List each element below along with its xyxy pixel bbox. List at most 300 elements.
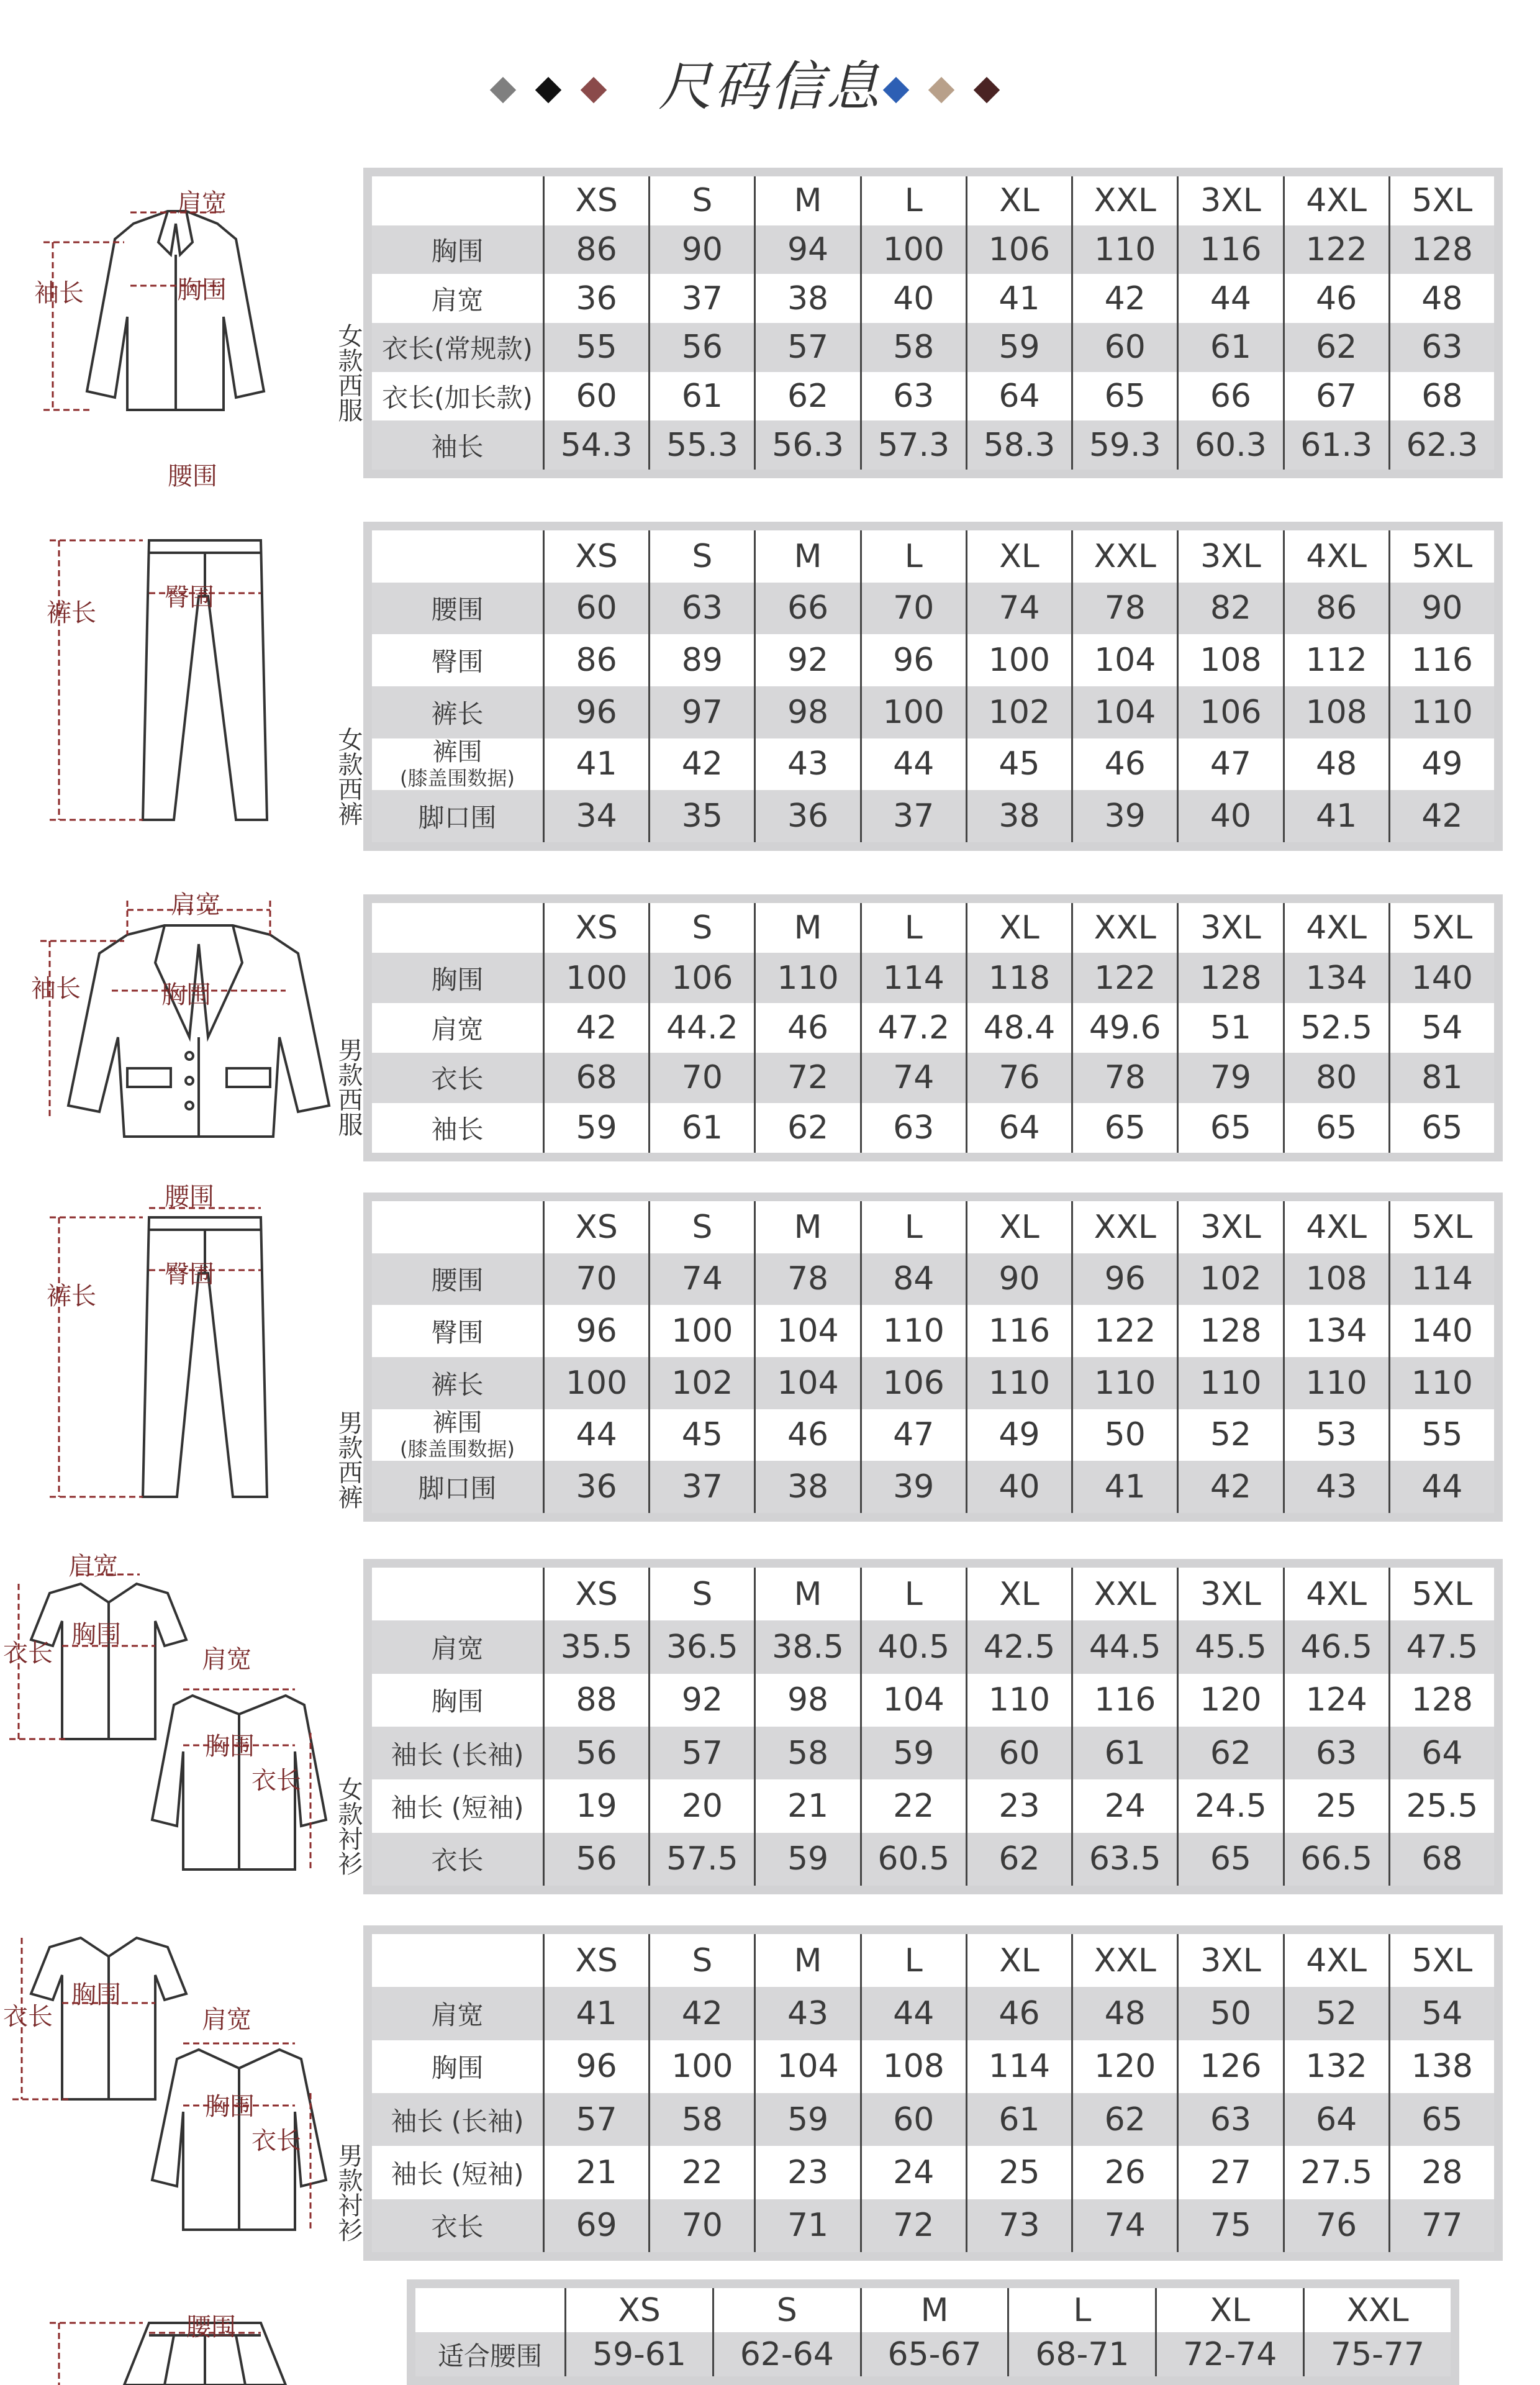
table-cell: 25 <box>966 2146 1071 2199</box>
annotation-label: 肩宽 <box>202 2006 251 2034</box>
annotation-label: 肩宽 <box>177 189 227 217</box>
table-cell: 98 <box>754 686 859 738</box>
size-header-cell: XS <box>543 1201 648 1253</box>
table-cell: 59 <box>543 1103 648 1153</box>
table-cell: 41 <box>543 738 648 791</box>
table-header-row <box>372 1568 1494 1620</box>
row-label-cell <box>372 583 543 635</box>
table-cell: 48 <box>1388 274 1494 323</box>
diamond-icon <box>490 77 516 103</box>
size-header-cell: 4XL <box>1283 176 1388 225</box>
table-cell: 65 <box>1177 1833 1282 1886</box>
size-header-cell: XXL <box>1071 903 1177 953</box>
table-cell: 94 <box>754 225 859 275</box>
size-header-cell: XL <box>966 1201 1071 1253</box>
table-cell: 110 <box>966 1674 1071 1727</box>
size-header-cell: XL <box>1155 2288 1303 2332</box>
table-cell: 86 <box>543 634 648 686</box>
table-cell: 52.5 <box>1283 1003 1388 1053</box>
size-header-cell: M <box>754 1568 859 1620</box>
annotation-label: 胸围 <box>71 1981 121 2009</box>
row-label: 袖长 <box>431 431 484 462</box>
size-header-cell: 5XL <box>1388 1201 1494 1253</box>
table-cell: 108 <box>1283 1253 1388 1306</box>
table-cell: 89 <box>648 634 754 686</box>
table-cell: 68 <box>1388 1833 1494 1886</box>
row-label: 胸围 <box>431 235 484 266</box>
size-header-cell: S <box>648 1568 754 1620</box>
table-cell: 66 <box>1177 372 1282 421</box>
table-cell: 42 <box>1388 790 1494 842</box>
table-cell: 48 <box>1283 738 1388 791</box>
table-header-row <box>372 530 1494 583</box>
table-cell: 82 <box>1177 583 1282 635</box>
table-cell: 78 <box>754 1253 859 1306</box>
annotation-label: 腰围 <box>165 1183 214 1211</box>
annotation-label: 胸围 <box>205 2092 255 2121</box>
table-cell: 62.3 <box>1388 420 1494 470</box>
row-label-cell <box>372 2146 543 2199</box>
table-cell: 54 <box>1388 1003 1494 1053</box>
table-cell: 140 <box>1388 1305 1494 1357</box>
table-row <box>372 1053 1494 1102</box>
size-header-cell: XXL <box>1071 176 1177 225</box>
table-cell: 23 <box>966 1779 1071 1832</box>
table-cell: 104 <box>1071 634 1177 686</box>
row-label: 肩宽 <box>431 1999 484 2030</box>
table-cell: 72 <box>860 2199 966 2252</box>
table-cell: 138 <box>1388 2040 1494 2093</box>
size-header-cell: XXL <box>1071 1568 1177 1620</box>
table-cell: 37 <box>860 790 966 842</box>
table-cell: 60 <box>966 1727 1071 1779</box>
table-cell: 27 <box>1177 2146 1282 2199</box>
table-cell: 24 <box>860 2146 966 2199</box>
table-cell: 110 <box>1071 225 1177 275</box>
row-sublabel: (膝盖围数据) <box>400 766 515 791</box>
row-label: 胸围 <box>431 964 484 995</box>
table-cell: 52 <box>1177 1409 1282 1461</box>
annotation-label: 胸围 <box>71 1620 121 1649</box>
table-cell: 40 <box>860 274 966 323</box>
row-label: 胸围 <box>431 2053 484 2084</box>
table-cell: 40.5 <box>860 1620 966 1673</box>
annotation-label: 腰围 <box>168 462 217 491</box>
table-cell: 110 <box>1283 1357 1388 1409</box>
row-sublabel: (膝盖围数据) <box>400 1437 515 1461</box>
section-men-pants <box>0 1180 1540 1534</box>
table-cell: 68-71 <box>1007 2332 1155 2376</box>
row-label: 脚口围 <box>418 1473 497 1504</box>
table-cell: 45.5 <box>1177 1620 1282 1673</box>
table-cell: 79 <box>1177 1053 1282 1102</box>
table-cell: 126 <box>1177 2040 1282 2093</box>
row-label: 臀围 <box>431 647 484 678</box>
table-cell: 68 <box>1388 372 1494 421</box>
row-label-cell <box>372 953 543 1002</box>
section-women-suit <box>0 161 1540 497</box>
title-bar <box>0 43 1540 130</box>
table-cell: 110 <box>966 1357 1071 1409</box>
table-cell: 70 <box>648 1053 754 1102</box>
table-cell: 59-61 <box>564 2332 712 2376</box>
table-cell: 134 <box>1283 1305 1388 1357</box>
table-cell: 57.3 <box>860 420 966 470</box>
size-header-cell: 3XL <box>1177 903 1282 953</box>
row-label: 裤围 <box>432 1409 482 1438</box>
size-header-cell: XXL <box>1303 2288 1451 2332</box>
row-label: 衣长(加长款) <box>382 382 533 413</box>
table-cell: 75-77 <box>1303 2332 1451 2376</box>
table-cell: 102 <box>1177 1253 1282 1306</box>
table-cell: 63.5 <box>1071 1833 1177 1886</box>
table-cell: 34 <box>543 790 648 842</box>
size-header-cell: L <box>860 1934 966 1987</box>
table-cell: 132 <box>1283 2040 1388 2093</box>
row-label: 衣长 <box>431 1845 484 1876</box>
section-women-pants <box>0 516 1540 857</box>
category-label: 男款西裤 <box>334 1410 363 1509</box>
table-cell: 110 <box>1177 1357 1282 1409</box>
table-cell: 38 <box>754 1461 859 1513</box>
table-cell: 61 <box>1071 1727 1177 1779</box>
table-cell: 71 <box>754 2199 859 2252</box>
table-cell: 57 <box>754 323 859 372</box>
table-cell: 60 <box>860 2093 966 2146</box>
table-cell: 100 <box>860 686 966 738</box>
table-cell: 122 <box>1071 953 1177 1002</box>
table-cell: 46 <box>1283 274 1388 323</box>
table-cell: 21 <box>754 1779 859 1832</box>
table-cell: 106 <box>860 1357 966 1409</box>
table-cell: 74 <box>860 1053 966 1102</box>
table-cell: 70 <box>648 2199 754 2252</box>
row-label-cell <box>372 1620 543 1673</box>
table-cell: 128 <box>1177 1305 1282 1357</box>
table-row <box>372 790 1494 842</box>
table-cell: 104 <box>754 1305 859 1357</box>
table-cell: 64 <box>1283 2093 1388 2146</box>
table-cell: 70 <box>543 1253 648 1306</box>
table-cell: 96 <box>543 2040 648 2093</box>
table-cell: 100 <box>648 1305 754 1357</box>
table-row <box>372 274 1494 323</box>
table-cell: 65-67 <box>860 2332 1008 2376</box>
table-cell: 59 <box>754 1833 859 1886</box>
table-cell: 56 <box>543 1727 648 1779</box>
size-header-cell: 5XL <box>1388 1568 1494 1620</box>
table-cell: 46 <box>754 1003 859 1053</box>
size-header-cell: 5XL <box>1388 903 1494 953</box>
size-header-cell: M <box>754 530 859 583</box>
row-label-cell <box>372 1987 543 2040</box>
table-cell: 38 <box>966 790 1071 842</box>
table-cell: 72-74 <box>1155 2332 1303 2376</box>
table-header-row <box>372 176 1494 225</box>
table-cell: 74 <box>648 1253 754 1306</box>
diamond-icon <box>535 77 561 103</box>
table-row <box>372 2093 1494 2146</box>
table-row <box>372 1620 1494 1673</box>
row-label-cell <box>372 372 543 421</box>
size-table <box>407 2279 1459 2385</box>
table-cell: 37 <box>648 1461 754 1513</box>
size-header-cell: XL <box>966 1568 1071 1620</box>
size-header-cell: L <box>860 530 966 583</box>
table-row <box>372 634 1494 686</box>
row-label: 肩宽 <box>431 284 484 316</box>
table-cell: 92 <box>754 634 859 686</box>
table-row <box>372 1253 1494 1306</box>
size-header-cell: XL <box>966 176 1071 225</box>
table-cell: 43 <box>754 1987 859 2040</box>
table-cell: 110 <box>1388 686 1494 738</box>
size-header-cell: M <box>754 903 859 953</box>
table-cell: 104 <box>754 1357 859 1409</box>
size-header-cell: S <box>648 903 754 953</box>
row-label-cell <box>372 1305 543 1357</box>
table-cell: 78 <box>1071 1053 1177 1102</box>
table-cell: 42.5 <box>966 1620 1071 1673</box>
table-cell: 110 <box>1388 1357 1494 1409</box>
table-cell: 52 <box>1283 1987 1388 2040</box>
table-cell: 64 <box>966 1103 1071 1153</box>
row-label-cell <box>372 686 543 738</box>
size-header-cell: M <box>754 176 859 225</box>
size-header-cell: XS <box>564 2288 712 2332</box>
table-cell: 28 <box>1388 2146 1494 2199</box>
table-cell: 55 <box>543 323 648 372</box>
shirt-illustration-icon <box>0 1547 348 1907</box>
size-header-cell: S <box>648 176 754 225</box>
row-label: 脚口围 <box>418 802 497 834</box>
table-cell: 38 <box>754 274 859 323</box>
table-cell: 35 <box>648 790 754 842</box>
annotation-label: 臀围 <box>165 583 214 612</box>
size-header-cell: XS <box>543 176 648 225</box>
table-cell: 60.3 <box>1177 420 1282 470</box>
table-cell: 59 <box>966 323 1071 372</box>
table-cell: 61.3 <box>1283 420 1388 470</box>
category-label: 女款西裤 <box>334 727 363 826</box>
table-cell: 46 <box>1071 738 1177 791</box>
table-cell: 108 <box>1283 686 1388 738</box>
table-cell: 100 <box>648 2040 754 2093</box>
table-cell: 76 <box>966 1053 1071 1102</box>
size-header-cell: 3XL <box>1177 1568 1282 1620</box>
table-cell: 122 <box>1283 225 1388 275</box>
table-cell: 116 <box>1177 225 1282 275</box>
table-cell: 104 <box>754 2040 859 2093</box>
table-cell: 96 <box>543 686 648 738</box>
table-cell: 54.3 <box>543 420 648 470</box>
table-corner-cell <box>372 530 543 583</box>
table-header-row <box>372 903 1494 953</box>
table-corner-cell <box>415 2288 564 2332</box>
table-cell: 90 <box>966 1253 1071 1306</box>
table-cell: 61 <box>648 1103 754 1153</box>
table-cell: 72 <box>754 1053 859 1102</box>
table-cell: 100 <box>860 225 966 275</box>
table-cell: 22 <box>860 1779 966 1832</box>
table-corner-cell <box>372 176 543 225</box>
size-header-cell: 4XL <box>1283 903 1388 953</box>
annotation-label: 肩宽 <box>202 1645 251 1674</box>
size-header-cell: 4XL <box>1283 530 1388 583</box>
row-label-cell <box>372 1833 543 1886</box>
table-cell: 58.3 <box>966 420 1071 470</box>
table-cell: 27.5 <box>1283 2146 1388 2199</box>
table-cell: 98 <box>754 1674 859 1727</box>
pants-illustration-icon <box>0 516 348 857</box>
row-label: 衣长 <box>431 2212 484 2243</box>
table-row <box>372 225 1494 275</box>
table-cell: 62 <box>754 372 859 421</box>
table-cell: 128 <box>1388 225 1494 275</box>
table-cell: 134 <box>1283 953 1388 1002</box>
row-label-cell <box>372 1253 543 1306</box>
size-header-cell: 5XL <box>1388 1934 1494 1987</box>
table-cell: 61 <box>1177 323 1282 372</box>
table-row <box>372 583 1494 635</box>
size-table <box>363 1925 1503 2261</box>
table-cell: 43 <box>754 738 859 791</box>
size-header-cell: L <box>860 1201 966 1253</box>
table-cell: 65 <box>1388 2093 1494 2146</box>
row-label: 适合腰围 <box>437 2340 542 2371</box>
row-label-cell <box>415 2332 564 2376</box>
table-cell: 110 <box>860 1305 966 1357</box>
table-cell: 78 <box>1071 583 1177 635</box>
size-header-cell: XL <box>966 903 1071 953</box>
table-cell: 55.3 <box>648 420 754 470</box>
row-label: 衣长 <box>431 1064 484 1095</box>
shirt-illustration-icon <box>0 1919 348 2267</box>
table-cell: 49 <box>966 1409 1071 1461</box>
table-row <box>372 686 1494 738</box>
section-women-shirt <box>0 1547 1540 1907</box>
table-cell: 60 <box>1071 323 1177 372</box>
table-cell: 100 <box>966 634 1071 686</box>
table-row <box>415 2332 1451 2376</box>
size-header-cell: L <box>1007 2288 1155 2332</box>
table-row <box>372 1003 1494 1053</box>
size-header-cell: XS <box>543 903 648 953</box>
table-cell: 46 <box>966 1987 1071 2040</box>
table-cell: 44 <box>860 738 966 791</box>
table-cell: 41 <box>1071 1461 1177 1513</box>
table-cell: 48 <box>1071 1987 1177 2040</box>
row-label: 腰围 <box>431 594 484 625</box>
row-label-cell <box>372 1357 543 1409</box>
table-header-row <box>415 2288 1451 2332</box>
table-cell: 110 <box>1071 1357 1177 1409</box>
row-label-cell <box>372 1674 543 1727</box>
table-cell: 86 <box>1283 583 1388 635</box>
row-label: 肩宽 <box>431 1014 484 1045</box>
table-corner-cell <box>372 1934 543 1987</box>
section-men-suit <box>0 882 1540 1168</box>
table-cell: 24 <box>1071 1779 1177 1832</box>
table-cell: 42 <box>648 738 754 791</box>
category-label: 男款西服 <box>334 1037 363 1137</box>
table-cell: 70 <box>860 583 966 635</box>
size-table <box>363 1559 1503 1894</box>
table-cell: 39 <box>860 1461 966 1513</box>
table-cell: 62 <box>966 1833 1071 1886</box>
table-row <box>372 2040 1494 2093</box>
category-label: 女款衬衫 <box>334 1776 363 1876</box>
table-cell: 40 <box>966 1461 1071 1513</box>
table-cell: 25.5 <box>1388 1779 1494 1832</box>
annotation-label: 裤长 <box>47 599 96 627</box>
table-row <box>372 1987 1494 2040</box>
row-label: 肩宽 <box>431 1633 484 1664</box>
size-table <box>363 168 1503 478</box>
annotation-label: 袖长 <box>34 279 84 307</box>
row-label-cell <box>372 1003 543 1053</box>
row-label: 臀围 <box>431 1317 484 1348</box>
table-cell: 47 <box>1177 738 1282 791</box>
row-label-cell <box>372 274 543 323</box>
table-row <box>372 738 1494 791</box>
table-header-row <box>372 1201 1494 1253</box>
table-cell: 65 <box>1071 372 1177 421</box>
table-cell: 57.5 <box>648 1833 754 1886</box>
row-label-cell <box>372 1779 543 1832</box>
row-label: 袖长 (长袖) <box>391 2106 524 2137</box>
table-cell: 36 <box>543 274 648 323</box>
annotation-label: 衣长 <box>3 1639 53 1668</box>
size-header-cell: L <box>860 903 966 953</box>
table-cell: 118 <box>966 953 1071 1002</box>
table-cell: 106 <box>1177 686 1282 738</box>
table-cell: 47.5 <box>1388 1620 1494 1673</box>
table-cell: 65 <box>1177 1103 1282 1153</box>
table-cell: 114 <box>860 953 966 1002</box>
size-header-cell: M <box>754 1934 859 1987</box>
table-row <box>372 420 1494 470</box>
table-row <box>372 1357 1494 1409</box>
size-header-cell: 3XL <box>1177 530 1282 583</box>
table-cell: 102 <box>648 1357 754 1409</box>
row-label: 裤长 <box>431 698 484 729</box>
row-label-cell <box>372 1103 543 1153</box>
table-cell: 75 <box>1177 2199 1282 2252</box>
table-cell: 21 <box>543 2146 648 2199</box>
table-cell: 42 <box>543 1003 648 1053</box>
annotation-label: 袖长 <box>31 974 81 1003</box>
table-cell: 42 <box>648 1987 754 2040</box>
size-header-cell: 4XL <box>1283 1568 1388 1620</box>
table-cell: 25 <box>1283 1779 1388 1832</box>
row-label-cell <box>372 1053 543 1102</box>
row-label-cell <box>372 2040 543 2093</box>
table-cell: 62 <box>754 1103 859 1153</box>
table-cell: 86 <box>543 225 648 275</box>
table-cell: 60.5 <box>860 1833 966 1886</box>
row-label: 衣长(常规款) <box>382 334 533 365</box>
table-cell: 51 <box>1177 1003 1282 1053</box>
annotation-label: 胸围 <box>205 1732 255 1761</box>
table-cell: 81 <box>1388 1053 1494 1102</box>
table-cell: 59 <box>860 1727 966 1779</box>
table-cell: 45 <box>648 1409 754 1461</box>
row-label-cell <box>372 790 543 842</box>
table-cell: 62-64 <box>712 2332 860 2376</box>
row-label-cell <box>372 420 543 470</box>
table-row <box>372 372 1494 421</box>
